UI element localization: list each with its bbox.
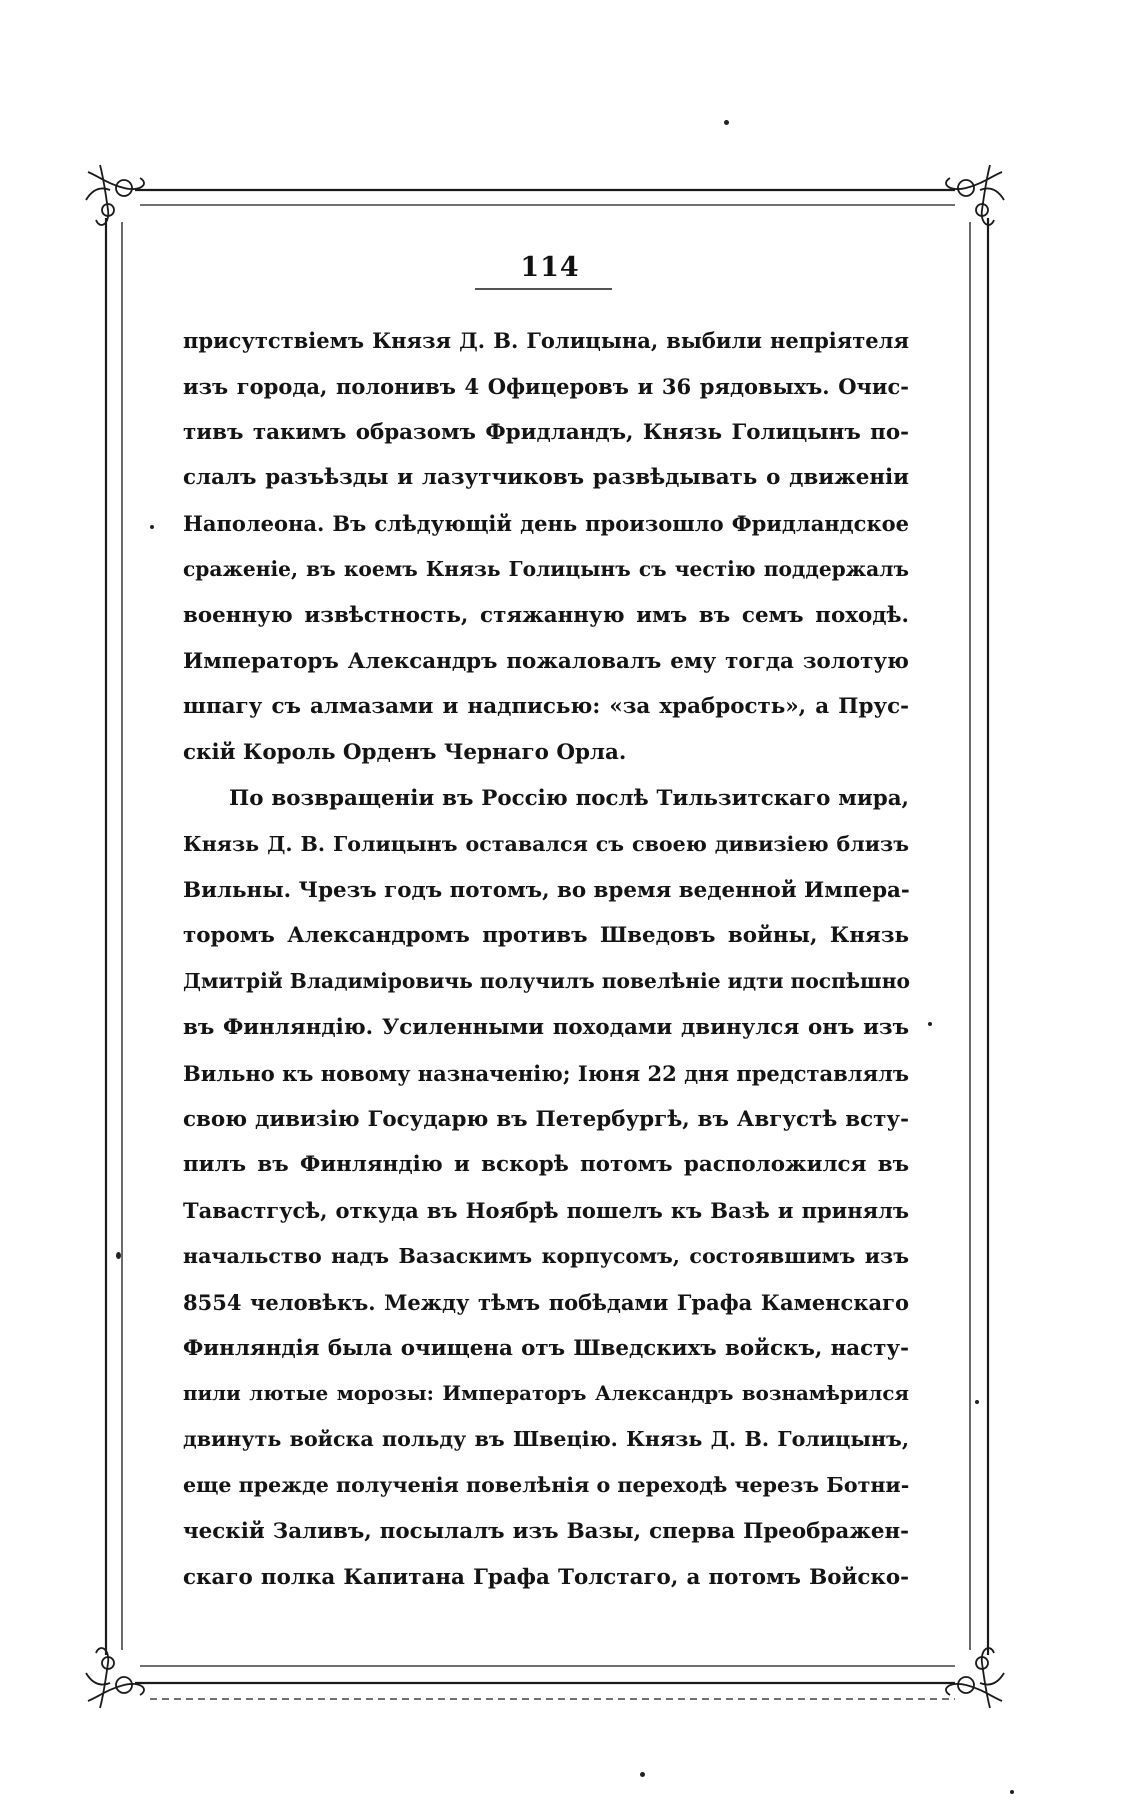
print-speck xyxy=(928,1022,932,1026)
text-line: скій Король Орденъ Чернаго Орла. xyxy=(183,740,627,766)
text-line: въ Финляндію. Усиленными походами двинулся онъ изъ xyxy=(183,1014,909,1040)
text-line: тивъ такимъ образомъ Фридландъ, Князь Голицынъ по- xyxy=(183,419,909,445)
text-line: По возвращеніи въ Россію послѣ Тильзитскаго мира, xyxy=(229,785,909,811)
page-number: 114 xyxy=(520,252,580,283)
text-line: Финляндія была очищена отъ Шведскихъ войскъ, насту- xyxy=(183,1335,909,1361)
print-speck xyxy=(116,1252,121,1259)
text-line: изъ города, полонивъ 4 Офицеровъ и 36 рядовыхъ. Очис- xyxy=(183,373,909,399)
text-line: ческій Заливъ, посылалъ изъ Вазы, сперва Преображен- xyxy=(183,1518,909,1544)
text-line: Князь Д. В. Голицынъ оставался съ своею дивизіею близъ xyxy=(183,831,909,856)
print-speck xyxy=(724,120,729,125)
text-line: Тавастгусѣ, откуда въ Ноябрѣ пошелъ къ Вазѣ и принялъ xyxy=(183,1198,909,1224)
text-line: начальство надъ Вазаскимъ корпусомъ, состоявшимъ изъ xyxy=(183,1243,909,1268)
text-line: свою дивизію Государю въ Петербургѣ, въ Августѣ всту- xyxy=(183,1106,909,1132)
print-speck xyxy=(150,525,154,529)
print-speck xyxy=(640,1772,645,1777)
text-line: пилъ въ Финляндію и вскорѣ потомъ расположился въ xyxy=(183,1152,909,1178)
text-line: присутствіемъ Князя Д. В. Голицына, выбили непріятеля xyxy=(183,328,909,353)
text-line: сраженіе, въ коемъ Князь Голицынъ съ честію поддержалъ xyxy=(183,556,909,581)
text-line: торомъ Александромъ противъ Шведовъ войны, Князь xyxy=(183,923,909,949)
body-text xyxy=(183,318,909,1600)
text-line: Императоръ Александръ пожаловалъ ему тогда золотую xyxy=(183,648,909,674)
text-line: скаго полка Капитана Графа Толстаго, а потомъ Войско- xyxy=(183,1564,909,1590)
print-speck xyxy=(1010,1790,1014,1794)
text-line: Дмитрій Владиміровичь получилъ повелѣніе идти поспѣшно xyxy=(183,969,910,994)
text-line: слалъ разъѣзды и лазутчиковъ развѣдывать о движеніи xyxy=(183,465,909,491)
text-line: пили лютые морозы: Императоръ Александръ вознамѣрился xyxy=(183,1381,909,1406)
text-line: Вильны. Чрезъ годъ потомъ, во время веденной Импера- xyxy=(183,877,910,903)
text-line: Наполеона. Въ слѣдующій день произошло Фридландское xyxy=(183,511,909,537)
print-speck xyxy=(975,1400,979,1404)
text-line: 8554 человѣкъ. Между тѣмъ побѣдами Графа Каменскаго xyxy=(183,1289,909,1315)
text-line: двинуть войска польду въ Швецію. Князь Д. В. Голицынъ, xyxy=(183,1427,909,1452)
text-line: военную извѣстность, стяжанную имъ въ семъ походѣ. xyxy=(183,602,909,628)
text-line: шпагу съ алмазами и надписью: «за храбрость», а Прус- xyxy=(183,694,909,720)
text-line: Вильно къ новому назначенію; Іюня 22 дня представлялъ xyxy=(183,1060,909,1086)
text-line: еще прежде полученія повелѣнія о переходѣ черезъ Ботни- xyxy=(183,1472,910,1497)
